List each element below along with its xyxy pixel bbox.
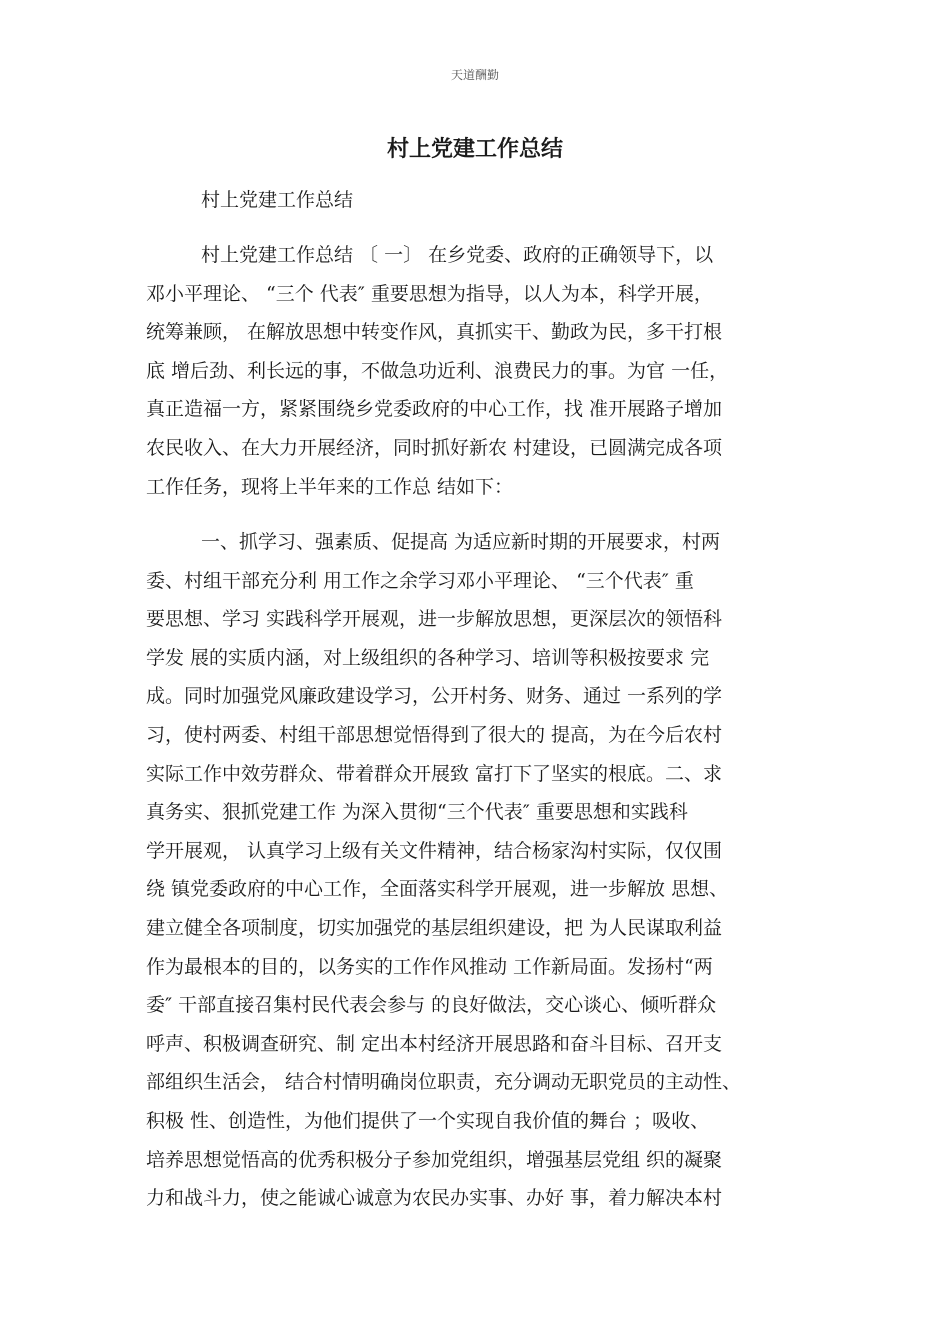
text-line: 委、村组干部充分利 用工作之余学习邓小平理论、 “三个代表″ 重	[146, 569, 694, 592]
text-line: 要思想、学习 实践科学开展观，进一步解放思想，更深层次的领悟科	[146, 608, 723, 631]
text-line: 邓小平理论、 “三个 代表″ 重要思想为指导，以人为本，科学开展，	[146, 282, 713, 305]
text-line: 工作任务，现将上半年来的工作总 结如下：	[146, 475, 514, 498]
document-title: 村上党建工作总结	[386, 137, 563, 162]
text-line: 统筹兼顾， 在解放思想中转变作风，真抓实干、勤政为民，多干打根	[146, 321, 723, 344]
text-line: 呼声、积极调查研究、制 定出本村经济开展思路和奋斗目标、召开支	[146, 1032, 723, 1055]
text-line: 委″ 干部直接召集村民代表会参与 的良好做法，交心谈心、倾听群众	[146, 994, 717, 1017]
text-line: 作为最根本的目的，以务实的工作作风推动 工作新局面。发扬村“两	[146, 955, 713, 978]
text-line: 习，使村两委、村组干部思想觉悟得到了很大的 提高，为在今后农村	[146, 723, 723, 746]
text-line: 力和战斗力，使之能诚心诚意为农民办实事、办好 事，着力解决本村	[146, 1187, 723, 1210]
text-line: 积极 性、创造性，为他们提供了一个实现自我价值的舞台 ；吸收、	[146, 1109, 710, 1132]
text-line: 农民收入、在大力开展经济，同时抓好新农 村建设，已圆满完成各项	[146, 436, 723, 459]
text-line: 真正造福一方，紧紧围绕乡党委政府的中心工作，找 准开展路子增加	[146, 398, 723, 421]
page-header: 天道酬勤	[450, 68, 499, 82]
text-line: 成。同时加强党风廉政建设学习，公开村务、财务、通过 一系列的学	[146, 685, 723, 708]
text-line: 底 增后劲、利长远的事，不做急功近利、浪费民力的事。为官 一任，	[146, 359, 729, 382]
text-line: 部组织生活会， 结合村情明确岗位职责，充分调动无职党员的主动性、	[146, 1071, 742, 1094]
text-line: 培养思想觉悟高的优秀积极分子参加党组织，增强基层党组 织的凝聚	[146, 1148, 723, 1171]
text-line: 绕 镇党委政府的中心工作，全面落实科学开展观，进一步解放 思想、	[146, 878, 729, 901]
text-line: 实际工作中效劳群众、带着群众开展致 富打下了坚实的根底。二、求	[146, 762, 723, 785]
text-line: 村上党建工作总结 〔 一〕 在乡党委、政府的正确领导下，以	[201, 244, 714, 266]
document-subtitle: 村上党建工作总结	[201, 189, 354, 211]
text-line: 真务实、狠抓党建工作 为深入贯彻“三个代表″ 重要思想和实践科	[146, 801, 688, 824]
paragraph-section-one	[146, 523, 826, 1218]
text-line: 学开展观， 认真学习上级有关文件精神，结合杨家沟村实际，仅仅围	[146, 839, 723, 862]
paragraph-intro	[146, 236, 826, 506]
text-line: 学发 展的实质内涵，对上级组织的各种学习、培训等积极按要求 完	[146, 646, 710, 669]
text-line: 建立健全各项制度，切实加强党的基层组织建设，把 为人民谋取利益	[146, 916, 723, 939]
text-line: 一、抓学习、强素质、促提高 为适应新时期的开展要求，村两	[201, 531, 721, 553]
